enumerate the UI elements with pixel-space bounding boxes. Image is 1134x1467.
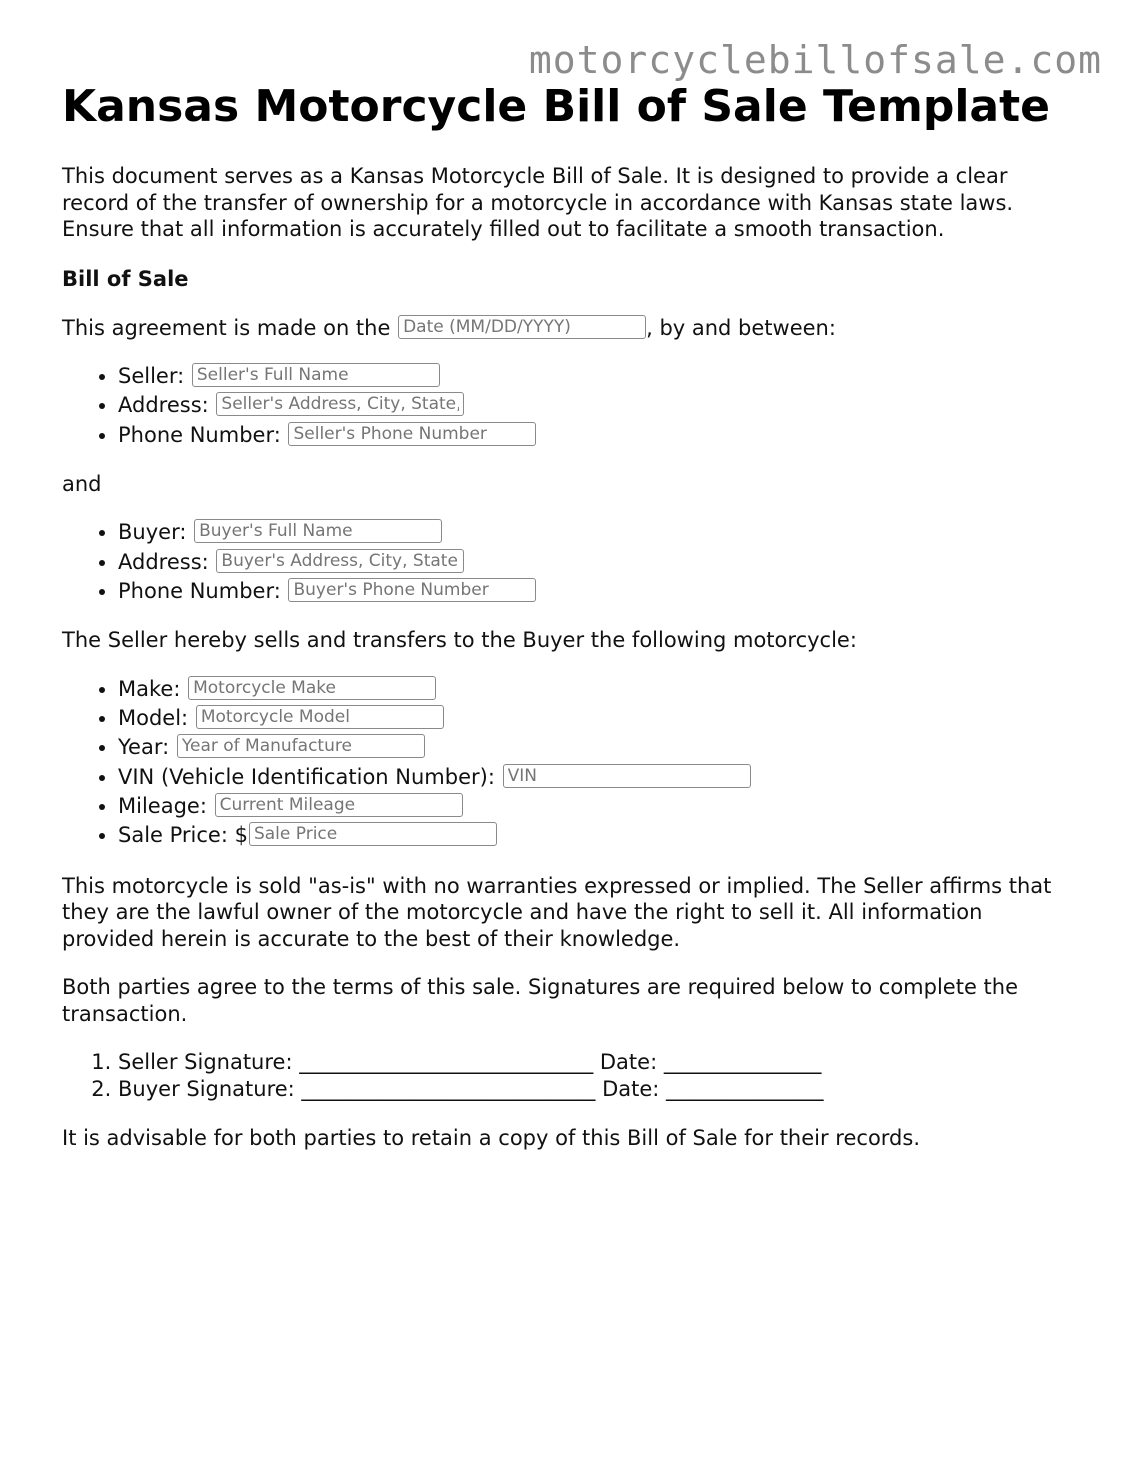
section-heading: Bill of Sale xyxy=(62,266,189,291)
list-item xyxy=(118,763,1072,792)
year-label: Year: xyxy=(118,735,170,760)
mileage-input[interactable] xyxy=(215,793,463,817)
buyer-signature-line: 2. Buyer Signature: ____________________________ Date: _______________ xyxy=(118,1076,1072,1103)
buyer-address-input[interactable] xyxy=(216,549,464,573)
signature-list xyxy=(62,1049,1072,1103)
as-is-paragraph: This motorcycle is sold "as-is" with no warranties expressed or implied. The Seller affirms that they are the lawful owner of the motorcycle and have the right to sell it. All information provided herein is accurate to the best of their knowledge. xyxy=(62,873,1052,951)
sale-price-input[interactable] xyxy=(249,822,497,846)
make-input[interactable] xyxy=(188,676,436,700)
document-body xyxy=(62,80,1072,1152)
sale-price-label: Sale Price: $ xyxy=(118,823,248,848)
agreement-date-input[interactable] xyxy=(398,315,646,339)
agreement-line xyxy=(62,315,1072,342)
model-input[interactable] xyxy=(196,705,444,729)
list-item xyxy=(118,792,1072,821)
buyer-address-label: Address: xyxy=(118,549,209,574)
buyer-phone-label: Phone Number: xyxy=(118,578,281,603)
list-item xyxy=(118,704,1072,733)
intro-paragraph: This document serves as a Kansas Motorcycle Bill of Sale. It is designed to provide a clear record of the transfer of ownership for a motorcycle in accordance with Kansas state laws. Ensure that all information is accurately filled out to facilitate a smooth transaction. xyxy=(62,164,1014,241)
make-label: Make: xyxy=(118,676,181,701)
list-item xyxy=(118,518,1072,547)
buyer-details-list xyxy=(62,518,1072,606)
buyer-name-input[interactable] xyxy=(194,519,442,543)
seller-address-input[interactable] xyxy=(216,392,464,416)
and-text: and xyxy=(62,471,102,496)
list-item xyxy=(118,421,1072,450)
agreement-prefix: This agreement is made on the xyxy=(62,315,391,340)
page-title: Kansas Motorcycle Bill of Sale Template xyxy=(62,81,1050,132)
seller-name-input[interactable] xyxy=(192,363,440,387)
mileage-label: Mileage: xyxy=(118,793,207,818)
year-input[interactable] xyxy=(177,734,425,758)
list-item xyxy=(118,362,1072,391)
transfer-statement: The Seller hereby sells and transfers to the Buyer the following motorcycle: xyxy=(62,628,857,653)
seller-name-label: Seller: xyxy=(118,364,185,388)
agreement-suffix: , by and between: xyxy=(646,315,836,340)
list-item xyxy=(118,391,1072,420)
advisory-paragraph: It is advisable for both parties to retain a copy of this Bill of Sale for their records. xyxy=(62,1126,921,1151)
model-label: Model: xyxy=(118,706,189,731)
list-item xyxy=(118,733,1072,762)
vin-label: VIN (Vehicle Identification Number): xyxy=(118,764,495,789)
agreement-terms-paragraph: Both parties agree to the terms of this sale. Signatures are required below to complete the transaction. xyxy=(62,975,1019,1026)
seller-address-label: Address: xyxy=(118,393,209,418)
vin-input[interactable] xyxy=(503,764,751,788)
site-watermark: motorcyclebillofsale.com xyxy=(528,38,1102,82)
list-item xyxy=(118,821,1072,850)
seller-details-list xyxy=(62,362,1072,450)
seller-signature-line: 1. Seller Signature: ____________________________ Date: _______________ xyxy=(118,1049,1072,1076)
seller-phone-label: Phone Number: xyxy=(118,422,281,447)
seller-phone-input[interactable] xyxy=(288,422,536,446)
list-item xyxy=(118,675,1072,704)
vehicle-details-list xyxy=(62,675,1072,851)
buyer-name-label: Buyer: xyxy=(118,520,187,545)
buyer-phone-input[interactable] xyxy=(288,578,536,602)
list-item xyxy=(118,577,1072,606)
list-item xyxy=(118,548,1072,577)
